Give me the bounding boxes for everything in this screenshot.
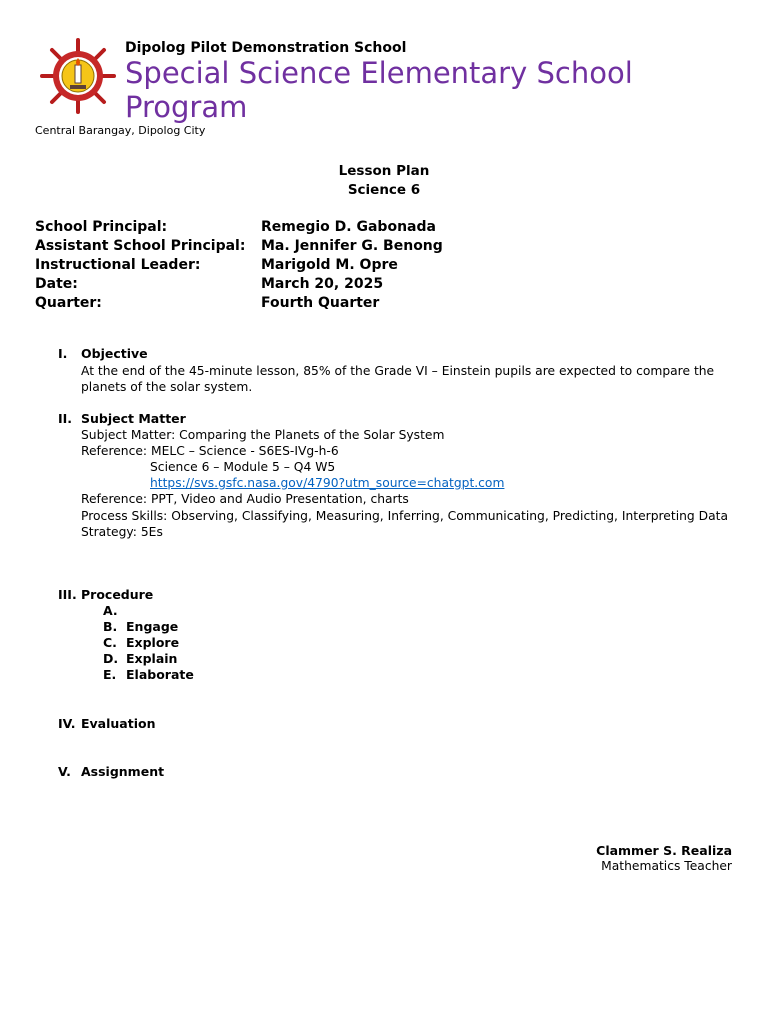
procedure-item-engage: Engage [126, 619, 179, 634]
section-number: IV. [58, 716, 76, 731]
info-row-date [35, 276, 443, 295]
info-row-principal [35, 219, 443, 238]
objective-text-line: At the end of the 45-minute lesson, 85% of the Grade VI – Einstein pupils are expected to compare the [81, 364, 715, 378]
reference-line: Science 6 – Module 5 – Q4 W5 [150, 460, 336, 474]
info-value: March 20, 2025 [261, 276, 384, 292]
procedure-letter: A. [103, 603, 118, 618]
reference-line: Reference: MELC – Science - S6ES-IVg-h-6 [81, 444, 339, 458]
procedure-letter: D. [103, 651, 119, 666]
program-title: Special Science Elementary School Program [125, 56, 633, 124]
info-row-instructional-leader [35, 257, 443, 276]
teacher-name: Clammer S. Realiza [596, 843, 732, 858]
info-block [35, 219, 443, 314]
document-title: Lesson Plan [338, 163, 430, 179]
section-heading-procedure: Procedure [81, 587, 154, 602]
teacher-role: Mathematics Teacher [601, 859, 732, 873]
objective-text-line: planets of the solar system. [81, 380, 253, 394]
info-label: Quarter: [35, 295, 102, 311]
process-skills: Process Skills: Observing, Classifying, Measuring, Inferring, Communicating, Predicting, Interpreting Data [81, 509, 728, 523]
document-subtitle: Science 6 [347, 182, 421, 198]
procedure-letter: E. [103, 667, 117, 682]
info-value: Ma. Jennifer G. Benong [261, 238, 443, 254]
section-number: V. [58, 764, 71, 779]
info-value: Marigold M. Opre [261, 257, 398, 273]
info-value: Remegio D. Gabonada [261, 219, 436, 235]
subject-matter-topic: Subject Matter: Comparing the Planets of the Solar System [81, 428, 445, 442]
info-row-quarter [35, 295, 443, 314]
section-number: I. [58, 346, 68, 361]
info-label: Assistant School Principal: [35, 238, 246, 254]
school-name: Dipolog Pilot Demonstration School [125, 40, 407, 56]
procedure-item-explore: Explore [126, 635, 180, 650]
section-number: III. [58, 587, 77, 602]
info-label: School Principal: [35, 219, 168, 235]
info-label: Instructional Leader: [35, 257, 201, 273]
procedure-letter: B. [103, 619, 118, 634]
reference-link[interactable]: https://svs.gsfc.nasa.gov/4790?utm_source=chatgpt.com [150, 476, 505, 490]
reference-line: Reference: PPT, Video and Audio Presentation, charts [81, 492, 409, 506]
procedure-item-elaborate: Elaborate [126, 667, 194, 682]
section-number: II. [58, 411, 73, 426]
strategy: Strategy: 5Es [81, 525, 163, 539]
section-heading-evaluation: Evaluation [81, 716, 156, 731]
info-label: Date: [35, 276, 78, 292]
procedure-item-explain: Explain [126, 651, 178, 666]
info-row-assistant-principal [35, 238, 443, 257]
section-heading-subject-matter: Subject Matter [81, 411, 186, 426]
section-heading-assignment: Assignment [81, 764, 165, 779]
school-seal-icon [40, 38, 116, 114]
school-address: Central Barangay, Dipolog City [35, 124, 206, 137]
procedure-letter: C. [103, 635, 117, 650]
info-value: Fourth Quarter [261, 295, 380, 311]
section-heading-objective: Objective [81, 346, 148, 361]
